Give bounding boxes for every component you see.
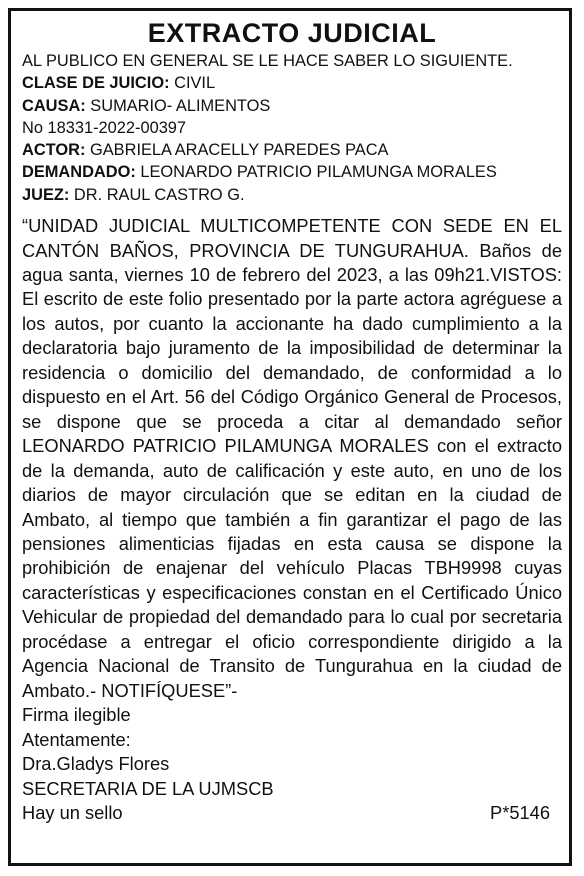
actor-label: ACTOR: [22, 141, 86, 160]
closing-line: Atentamente: [22, 728, 131, 750]
signer-title: SECRETARIA DE LA UJMSCB [22, 777, 274, 799]
demandado-value: LEONARDO PATRICIO PILAMUNGA MORALES [135, 163, 497, 182]
clase-line [22, 72, 562, 94]
actor-value: GABRIELA ARACELLY PAREDES PACA [85, 141, 389, 160]
signature-line: Firma ilegible [22, 704, 131, 726]
demandado-label: DEMANDADO: [22, 163, 136, 182]
clase-value: CIVIL [169, 74, 216, 93]
demandado-line [22, 161, 562, 183]
judicial-notice [22, 18, 562, 825]
seal-note: Hay un sello [22, 801, 123, 823]
seal-line [22, 801, 562, 825]
causa-value: SUMARIO- ALIMENTOS [85, 96, 271, 115]
juez-value: DR. RAUL CASTRO G. [69, 185, 245, 204]
juez-label: JUEZ: [22, 185, 70, 204]
causa-label: CAUSA: [22, 96, 86, 115]
signer-name: Dra.Gladys Flores [22, 753, 170, 775]
actor-line [22, 139, 562, 161]
clase-label: CLASE DE JUICIO: [22, 74, 170, 93]
juez-line [22, 184, 562, 206]
body-paragraph: “UNIDAD JUDICIAL MULTICOMPETENTE CON SEDE EN EL CANTÓN BAÑOS, PROVINCIA DE TUNGURAHUA. Baños de agua santa, viernes 10 de febrero del 2023, a las 09h21.VISTOS: El escrito de este folio presentado por la parte actora agréguese a los autos, por cuanto la accionante ha dado cumplimiento a la declaratoria bajo juramento de la imposibilidad de determinar la residencia o domicilio del demandado, de conformidad a lo dispuesto en el Art. 56 del Código Orgánico General de Procesos, se dispone que se proceda a citar al demandado señor LEONARDO PATRICIO PILAMUNGA MORALES con el extracto de la demanda, auto de calificación y este auto, en uno de los diarios de mayor circulación que se editan en la ciudad de Ambato, al tiempo que también a fin garantizar el pago de las pensiones alimenticias fijadas en esta causa se dispone la prohibición de enajenar del vehículo Placas TBH9998 cuyas características y especificaciones constan en el Certificado Único Vehicular de propiedad del demandado para lo cual por secretaria procédase a entregar el oficio correspondiente dirigido a la Agencia Nacional de Transito de Tungurahua en la ciudad de Ambato.- NOTIFÍQUESE”- [22, 215, 562, 701]
causa-line [22, 95, 562, 117]
signature-block [22, 703, 562, 825]
publication-code: P*5146 [490, 801, 550, 823]
intro-line: AL PUBLICO EN GENERAL SE LE HACE SABER LO SIGUIENTE. [22, 52, 513, 70]
notice-title: EXTRACTO JUDICIAL [147, 18, 437, 48]
case-number: No 18331-2022-00397 [22, 118, 187, 137]
